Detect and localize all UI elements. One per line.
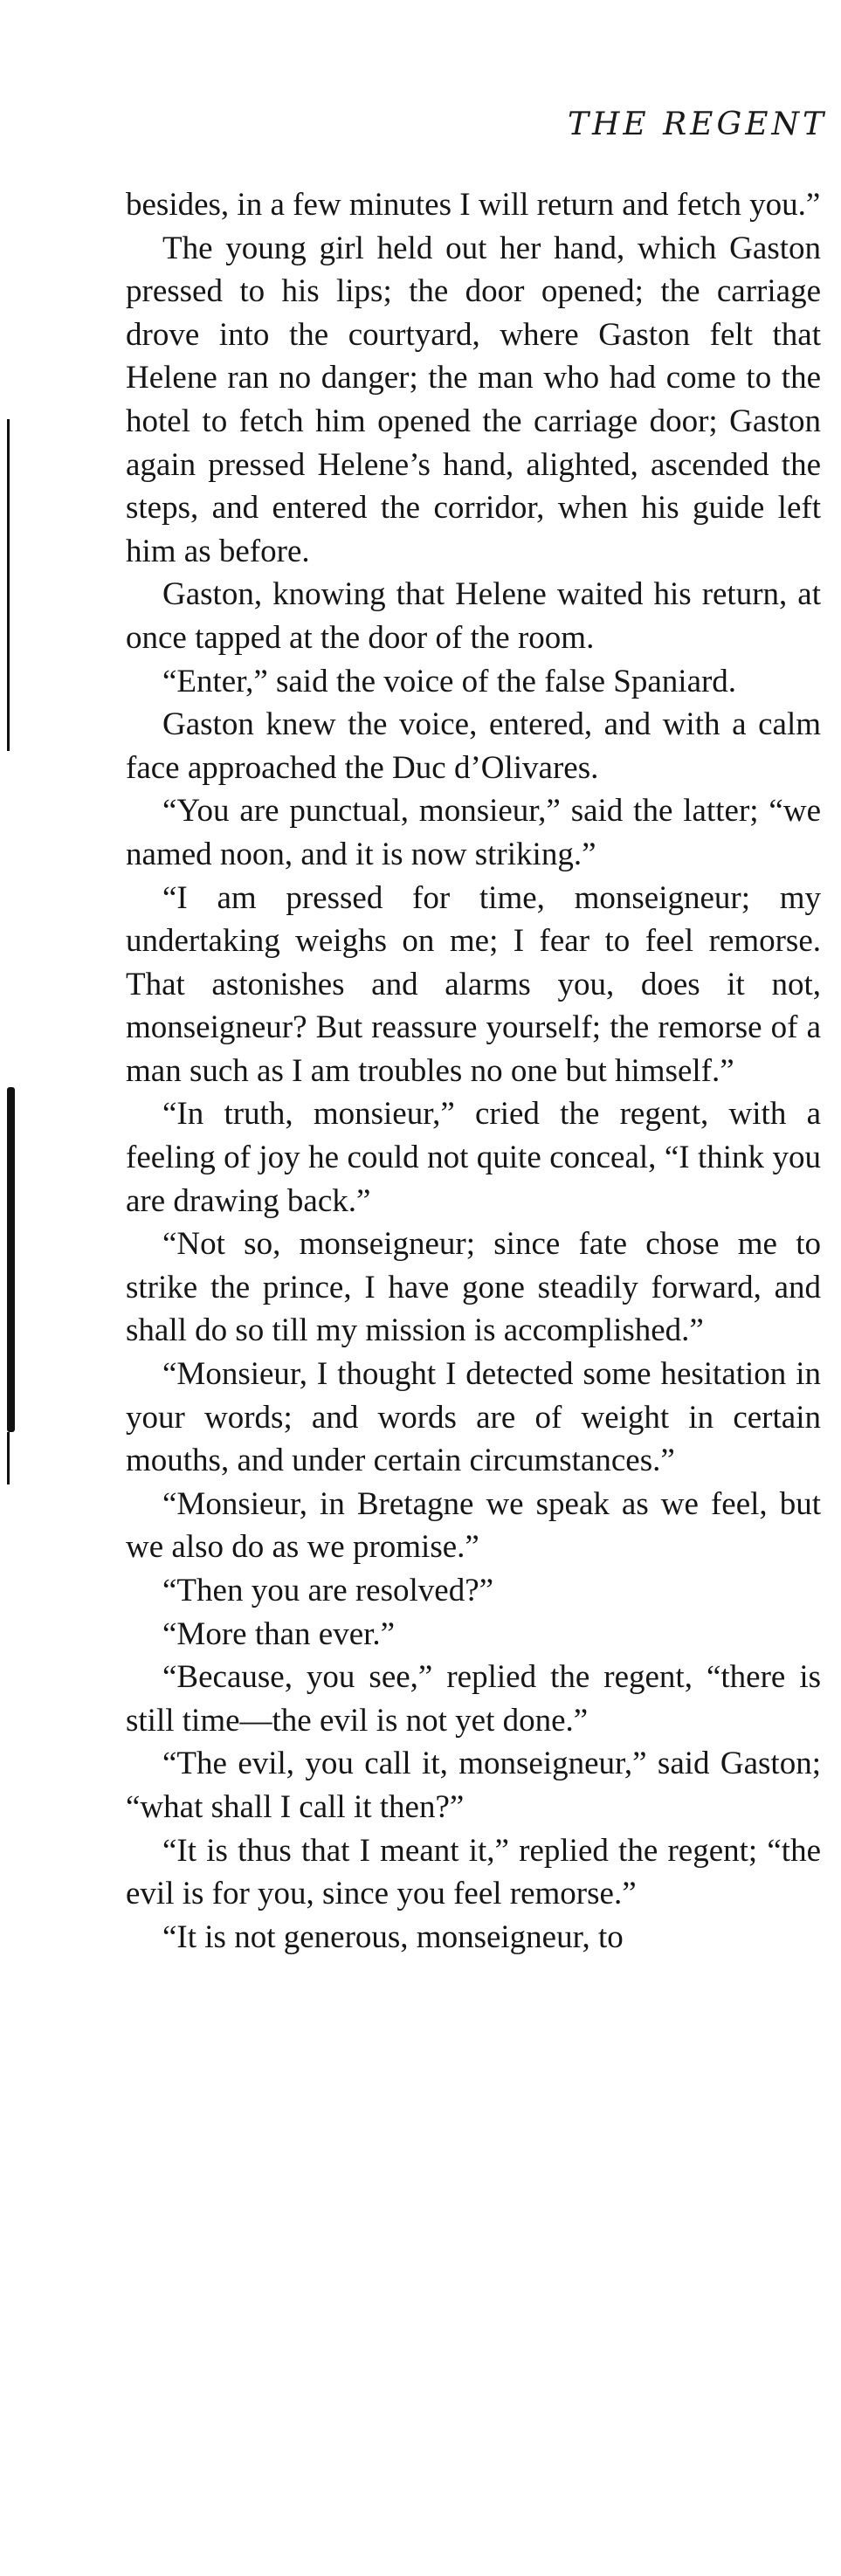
paragraph: “In truth, monsieur,” cried the regent, with a feeling of joy he could not quite conceal, “I think you are drawing back.” — [126, 1096, 821, 1219]
page-body — [126, 183, 821, 1959]
gutter-mark-tail — [7, 1432, 10, 1484]
paragraph-continuation: besides, in a few minutes I will return and fetch you.” — [126, 187, 821, 223]
gutter-mark-upper — [7, 419, 10, 751]
paragraph: Gaston, knowing that Helene waited his return, at once tapped at the door of the room. — [126, 576, 821, 656]
gutter-mark-middle — [7, 1087, 15, 1432]
paragraph: “I am pressed for time, monseigneur; my undertaking weighs on me; I fear to feel remorse. That astonishes and alarms you, does it not, monseigneur? But reassure yourself; the remorse of a man such as I am troubles no one but himself.” — [126, 879, 821, 1089]
paragraph: “Enter,” said the voice of the false Spaniard. — [162, 663, 737, 699]
paragraph: Gaston knew the voice, entered, and with a calm face approached the Duc d’Olivares. — [126, 706, 821, 786]
running-head: THE REGENT — [567, 107, 827, 142]
paragraph: “Then you are resolved?” — [162, 1573, 494, 1608]
paragraph: “The evil, you call it, monseigneur,” said Gaston; “what shall I call it then?” — [126, 1746, 821, 1825]
paragraph: “More than ever.” — [162, 1615, 396, 1652]
paragraph: “Monsieur, in Bretagne we speak as we feel, but we also do as we promise.” — [126, 1485, 821, 1566]
paragraph: The young girl held out her hand, which Gaston pressed to his lips; the door opened; the carriage drove into the courtyard, where Gaston felt that Helene ran no danger; the man who had come to the hotel to fetch him opened the carriage door; Gaston again pressed Helene’s hand, alighted, ascended the steps, and entered the corridor, when his guide left him as before. — [126, 230, 821, 569]
paragraph: “Not so, monseigneur; since fate chose me to strike the prince, I have gone steadily forward, and shall do so till my mission is accomplished.” — [126, 1226, 821, 1349]
paragraph: “You are punctual, monsieur,” said the latter; “we named noon, and it is now striking.” — [126, 793, 821, 872]
paragraph: “Because, you see,” replied the regent, “there is still time—the evil is not yet done.” — [126, 1659, 821, 1739]
paragraph: “It is thus that I meant it,” replied the regent; “the evil is for you, since you feel remorse.” — [126, 1832, 821, 1912]
paragraph: “Monsieur, I thought I detected some hesitation in your words; and words are of weight in certain mouths, and under certain circumstances.” — [126, 1356, 821, 1479]
paragraph-last: “It is not generous, monseigneur, to — [162, 1918, 624, 1955]
